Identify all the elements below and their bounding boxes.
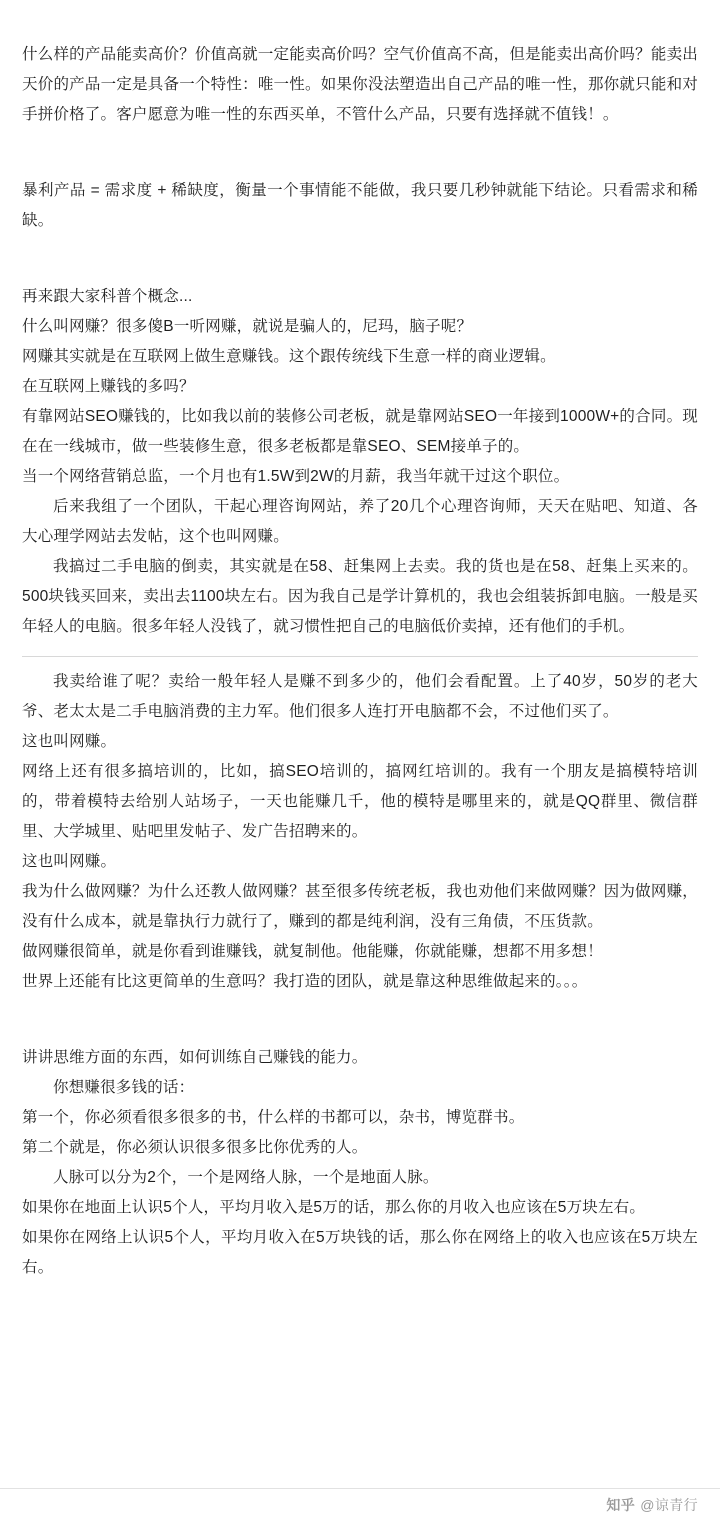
- paragraph-9: 后来我组了一个团队，干起心理咨询网站，养了20几个心理咨询师，天天在贴吧、知道、各大心理学网站去发帖，这个也叫网赚。: [22, 498, 698, 545]
- paragraph-6: 在互联网上赚钱的多吗？: [22, 378, 195, 395]
- zhihu-logo: 知乎: [606, 1497, 636, 1513]
- paragraph-3: 再来跟大家科普个概念...: [22, 288, 193, 305]
- paragraph-19: 你想赚很多钱的话：: [53, 1079, 195, 1096]
- paragraph-12: 这也叫网赚。: [22, 733, 117, 750]
- section-divider: [22, 656, 698, 657]
- paragraph-17: 世界上还能有比这更简单的生意吗？我打造的团队，就是靠这种思维做起来的。。。: [22, 973, 588, 990]
- paragraph-16: 做网赚很简单，就是你看到谁赚钱，就复制他。他能赚，你就能赚，想都不用多想！: [22, 943, 603, 960]
- paragraph-21: 第二个就是，你必须认识很多很多比你优秀的人。: [22, 1139, 368, 1156]
- paragraph-22: 人脉可以分为2个，一个是网络人脉，一个是地面人脉。: [53, 1169, 439, 1186]
- paragraph-7: 有靠网站SEO赚钱的，比如我以前的装修公司老板，就是靠网站SEO一年接到1000W+的合同。现在在一线城市，做一些装修生意，很多老板都是靠SEO、SEM接单子的。: [22, 408, 698, 455]
- paragraph-11: 我卖给谁了呢？卖给一般年轻人是赚不到多少的，他们会看配置。上了40岁，50岁的老大爷、老太太是二手电脑消费的主力军。他们很多人连打开电脑都不会，不过他们买了。: [22, 673, 698, 720]
- watermark-author: @谅青行: [640, 1497, 698, 1513]
- paragraph-13: 网络上还有很多搞培训的，比如，搞SEO培训的，搞网红培训的。我有一个朋友是搞模特培训的，带着模特去给别人站场子，一天也能赚几千，他的模特是哪里来的，就是QQ群里、微信群里、大学城里、贴吧里发帖子、发广告招聘来的。: [22, 763, 698, 840]
- paragraph-15: 我为什么做网赚？为什么还教人做网赚？甚至很多传统老板，我也劝他们来做网赚？因为做网赚，没有什么成本，就是靠执行力就行了，赚到的都是纯利润，没有三角债，不压货款。: [22, 883, 698, 930]
- watermark: [606, 1495, 698, 1515]
- footer-divider: [0, 1488, 720, 1489]
- spacer: [22, 236, 698, 282]
- paragraph-23: 如果你在地面上认识5个人，平均月收入是5万的话，那么你的月收入也应该在5万块左右。: [22, 1199, 646, 1216]
- paragraph-1: 什么样的产品能卖高价？价值高就一定能卖高价吗？空气价值高不高，但是能卖出高价吗？能卖出天价的产品一定是具备一个特性：唯一性。如果你没法塑造出自己产品的唯一性，那你就只能和对手拼价格了。客户愿意为唯一性的东西买单，不管什么产品，只要有选择就不值钱！。: [22, 46, 698, 123]
- paragraph-24: 如果你在网络上认识5个人，平均月收入在5万块钱的话，那么你在网络上的收入也应该在5万块左右。: [22, 1229, 698, 1276]
- paragraph-4: 什么叫网赚？很多傻B一听网赚，就说是骗人的，尼玛，脑子呢？: [22, 318, 473, 335]
- paragraph-8: 当一个网络营销总监，一个月也有1.5W到2W的月薪，我当年就干过这个职位。: [22, 468, 570, 485]
- spacer: [22, 997, 698, 1043]
- paragraph-18: 讲讲思维方面的东西，如何训练自己赚钱的能力。: [22, 1049, 368, 1066]
- paragraph-2: 暴利产品 = 需求度 + 稀缺度，衡量一个事情能不能做，我只要几秒钟就能下结论。只看需求和稀缺。: [22, 182, 698, 229]
- spacer: [22, 130, 698, 176]
- paragraph-5: 网赚其实就是在互联网上做生意赚钱。这个跟传统线下生意一样的商业逻辑。: [22, 348, 556, 365]
- paragraph-20: 第一个，你必须看很多很多的书，什么样的书都可以，杂书，博览群书。: [22, 1109, 525, 1126]
- paragraph-10: 我搞过二手电脑的倒卖，其实就是在58、赶集网上去卖。我的货也是在58、赶集上买来的。500块钱买回来，卖出去1100块左右。因为我自己是学计算机的，我也会组装拆卸电脑。一般是买年轻人的电脑。很多年轻人没钱了，就习惯性把自己的电脑低价卖掉，还有他们的手机。: [22, 558, 698, 635]
- paragraph-14: 这也叫网赚。: [22, 853, 117, 870]
